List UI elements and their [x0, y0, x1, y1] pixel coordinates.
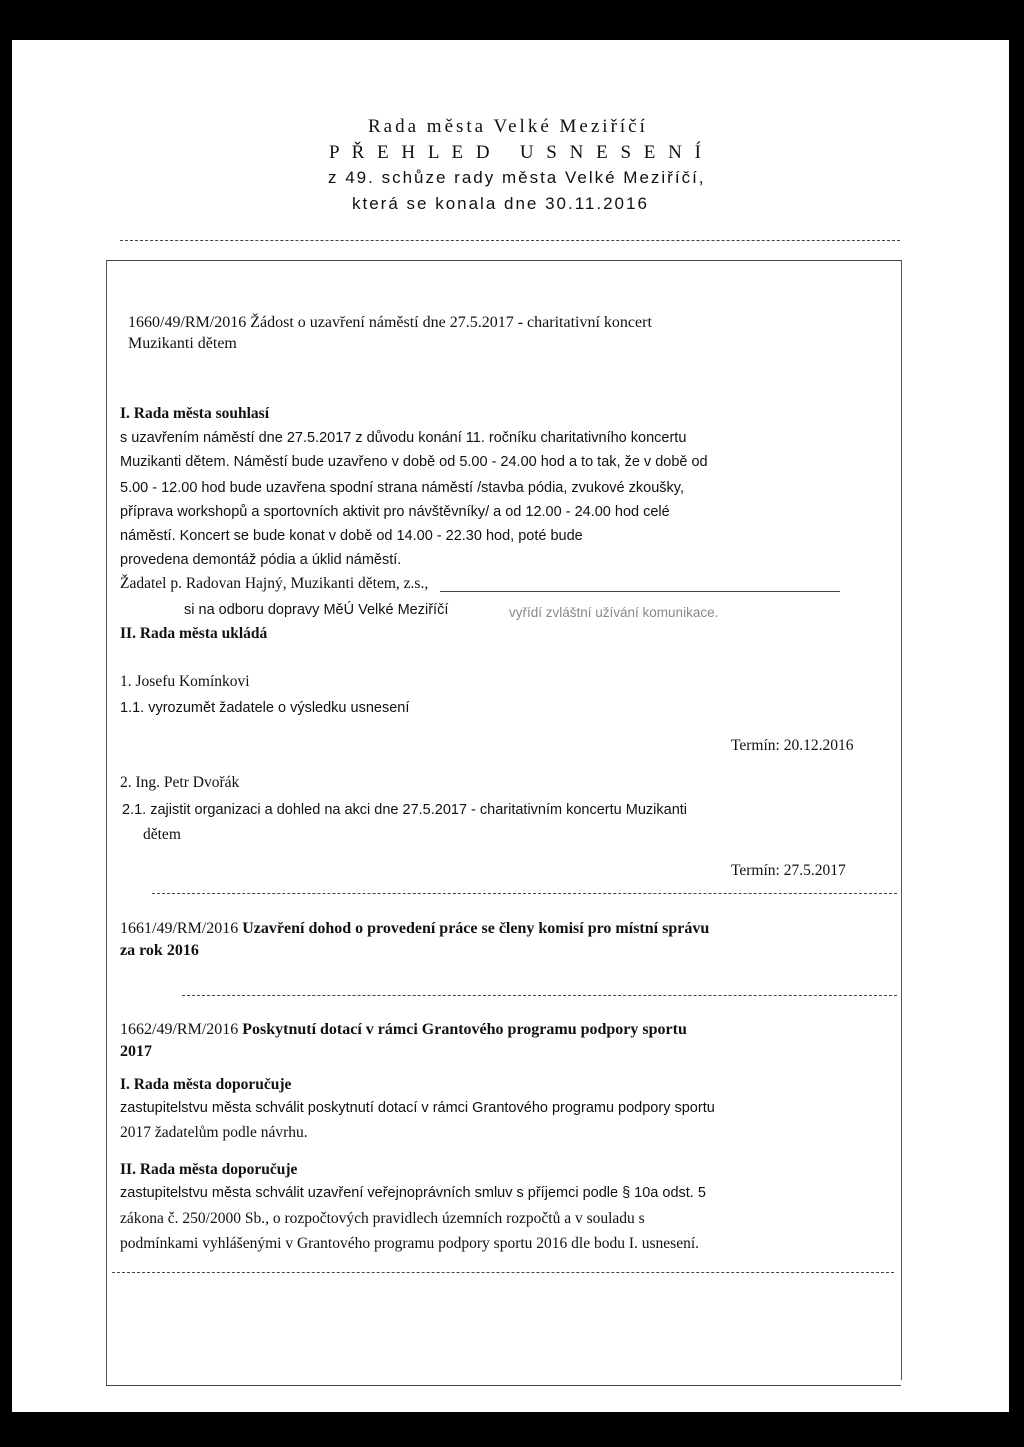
section-i-heading: I. Rada města doporučuje [120, 1076, 292, 1093]
resolution-title-cont: Muzikanti dětem [128, 335, 237, 352]
task-person: 2. Ing. Petr Dvořák [120, 774, 240, 791]
resolution-title-cont: za rok 2016 [120, 942, 199, 959]
frame-bottom [106, 1385, 901, 1386]
frame-left [106, 260, 107, 1385]
task-person: 1. Josefu Komínkovi [120, 673, 250, 690]
body-line: podmínkami vyhlášenými v Grantového programu podpory sportu 2016 dle bodu I. usnesení. [120, 1235, 700, 1252]
resolution-number: 1660/49/RM/2016 [128, 314, 247, 331]
task-item: 1.1. vyrozumět žadatele o výsledku usnesení [120, 700, 410, 716]
task-item-cont: dětem [143, 826, 181, 843]
body-line: příprava workshopů a sportovních aktivit pro návštěvníky/ a od 12.00 - 24.00 hod celé [120, 504, 670, 520]
section-i-heading: I. Rada města souhlasí [120, 405, 269, 422]
frame-top [106, 260, 902, 261]
task-item: 2.1. zajistit organizaci a dohled na akci dne 27.5.2017 - charitativním koncertu Muzikanti [122, 802, 688, 818]
council-name: Rada města Velké Meziříčí [368, 116, 648, 137]
resolution-divider [112, 1272, 894, 1273]
resolution-title: Uzavření dohod o provedení práce se členy komisí pro místní správu [242, 920, 710, 937]
body-line: provedena demontáž pódia a úklid náměstí. [120, 552, 402, 568]
task-deadline: Termín: 27.5.2017 [731, 862, 846, 879]
resolution-number: 1662/49/RM/2016 [120, 1021, 239, 1038]
resolution-title-cont: 2017 [120, 1043, 152, 1060]
faded-line-b: vyřídí zvláštní užívání komunikace. [509, 605, 719, 620]
resolution-1660-heading [128, 314, 652, 332]
applicant-line: Žadatel p. Radovan Hajný, Muzikanti dětem, z.s., [120, 575, 429, 592]
resolution-1661-heading [120, 920, 709, 938]
body-line: náměstí. Koncert se bude konat v době od 14.00 - 22.30 hod, poté bude [120, 528, 583, 544]
header-divider [120, 240, 900, 241]
body-line: zastupitelstvu města schválit uzavření veřejnoprávních smluv s příjemci podle § 10a odst. 5 [120, 1185, 706, 1201]
body-line: zastupitelstvu města schválit poskytnutí dotací v rámci Grantového programu podpory sportu [120, 1100, 715, 1116]
resolution-divider [152, 893, 897, 894]
meeting-date: která se konala dne 30.11.2016 [352, 194, 649, 213]
document-page [12, 40, 1009, 1412]
resolution-number: 1661/49/RM/2016 [120, 920, 239, 937]
section-ii-heading: II. Rada města ukládá [120, 625, 268, 642]
body-line: Muzikanti dětem. Náměstí bude uzavřeno v době od 5.00 - 24.00 hod a to tak, že v době od [120, 454, 708, 470]
redaction-line [440, 591, 840, 592]
body-line: s uzavřením náměstí dne 27.5.2017 z důvodu konání 11. ročníku charitativního koncertu [120, 430, 687, 446]
task-deadline: Termín: 20.12.2016 [731, 737, 854, 754]
document-title: P Ř E H L E D U S N E S E N Í [329, 142, 705, 163]
meeting-line: z 49. schůze rady města Velké Meziříčí, [328, 168, 706, 187]
faded-line-a: si na odboru dopravy MěÚ Velké Meziříčí [184, 602, 449, 618]
resolution-title: Žádost o uzavření náměstí dne 27.5.2017 - charitativní koncert [250, 314, 652, 331]
section-ii-heading: II. Rada města doporučuje [120, 1161, 298, 1178]
resolution-title: Poskytnutí dotací v rámci Grantového programu podpory sportu [242, 1021, 687, 1038]
body-line: 5.00 - 12.00 hod bude uzavřena spodní strana náměstí /stavba pódia, zvukové zkoušky, [120, 480, 684, 496]
resolution-divider [182, 995, 897, 996]
body-line: 2017 žadatelům podle návrhu. [120, 1124, 308, 1141]
resolution-1662-heading [120, 1021, 687, 1039]
body-line: zákona č. 250/2000 Sb., o rozpočtových pravidlech územních rozpočtů a v souladu s [120, 1210, 645, 1227]
frame-right [901, 260, 902, 1380]
